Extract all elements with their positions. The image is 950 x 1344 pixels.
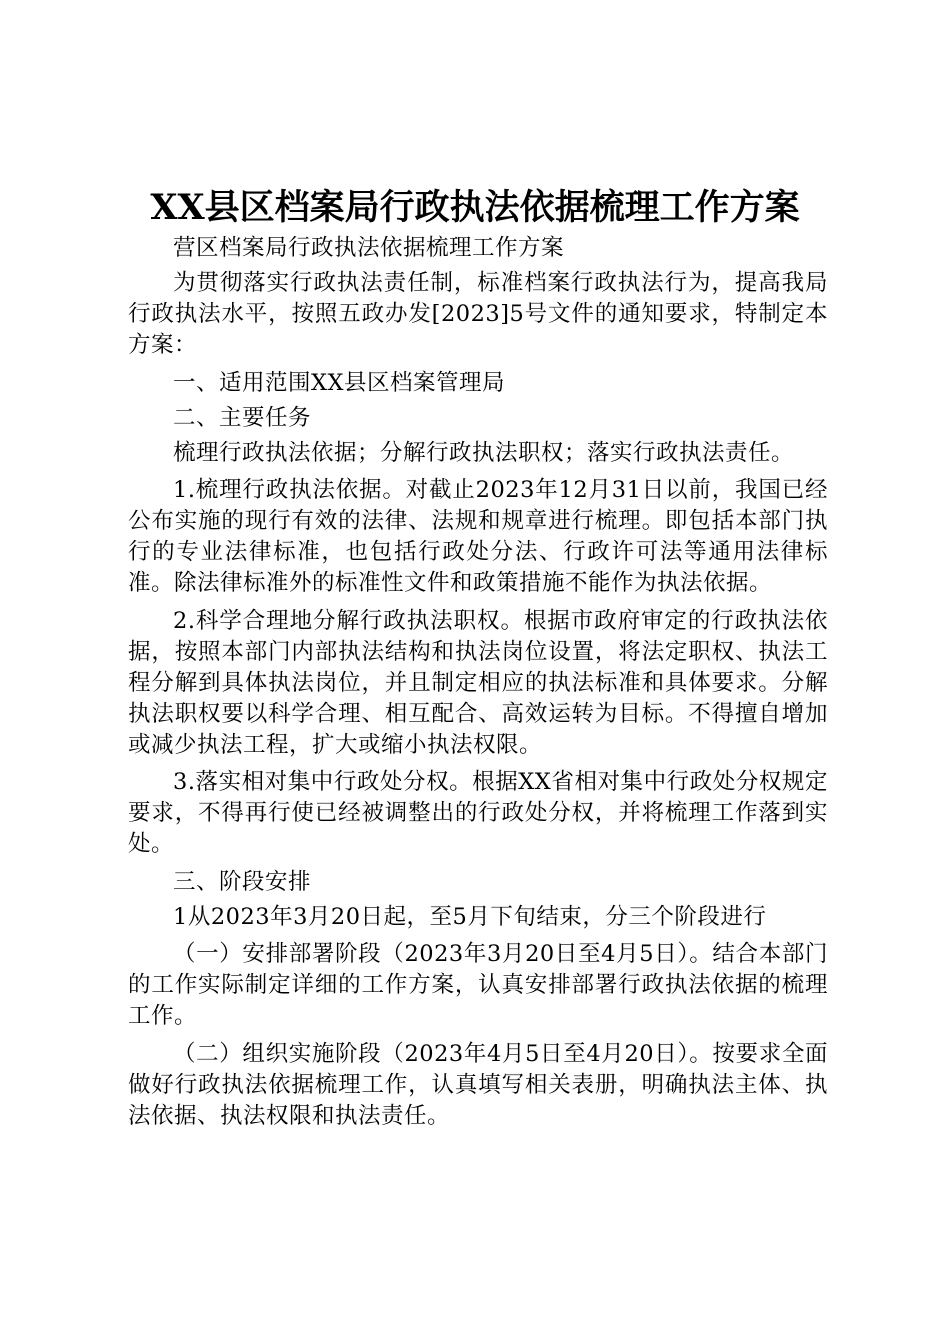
- section-heading-schedule: 三、阶段安排: [173, 868, 312, 895]
- task-item-1: 1.梳理行政执法依据。对截止2023年12月31日以前，我国已经公布实施的现行有效的法律、法规和规章进行梳理。即包括本部门执行的专业法律标准，也包括行政处分法、行政许可法等通用法律标准。除法律标准外的标准性文件和政策措施不能作为执法依据。: [128, 477, 828, 596]
- intro-paragraph: 为贯彻落实行政执法责任制，标准档案行政执法行为，提高我局行政执法水平，按照五政办发[2023]5号文件的通知要求，特制定本方案：: [128, 270, 828, 358]
- task-item-2: 2.科学合理地分解行政执法职权。根据市政府审定的行政执法依据，按照本部门内部执法结构和执法岗位设置，将法定职权、执法工程分解到具体执法岗位，并且制定相应的执法标准和具体要求。分解执法职权要以科学合理、相互配合、高效运转为目标。不得擅自增加或减少执法工程，扩大或缩小执法权限。: [128, 607, 828, 758]
- task-item-3: 3.落实相对集中行政处分权。根据XX省相对集中行政处分权规定要求，不得再行使已经被调整出的行政处分权，并将梳理工作落到实处。: [128, 769, 828, 857]
- tasks-summary-paragraph: 梳理行政执法依据；分解行政执法职权；落实行政执法责任。: [173, 439, 795, 466]
- document-title: XX县区档案局行政执法依据梳理工作方案: [150, 187, 800, 228]
- subtitle-paragraph: 营区档案局行政执法依据梳理工作方案: [173, 235, 565, 261]
- schedule-stage-2: （二）组织实施阶段（2023年4月5日至4月20日）。按要求全面做好行政执法依据梳理工作，认真填写相关表册，明确执法主体、执法依据、执法权限和执法责任。: [128, 1040, 828, 1129]
- section-heading-tasks: 二、主要任务: [173, 404, 312, 431]
- schedule-stage-1: （一）安排部署阶段（2023年3月20日至4月5日）。结合本部门的工作实际制定详细的工作方案，认真安排部署行政执法依据的梳理工作。: [128, 941, 828, 1029]
- section-heading-scope: 一、适用范围XX县区档案管理局: [173, 369, 506, 396]
- document-body: [128, 233, 828, 1138]
- schedule-summary-paragraph: 1从2023年3月20日起，至5月下旬结束，分三个阶段进行: [173, 903, 767, 930]
